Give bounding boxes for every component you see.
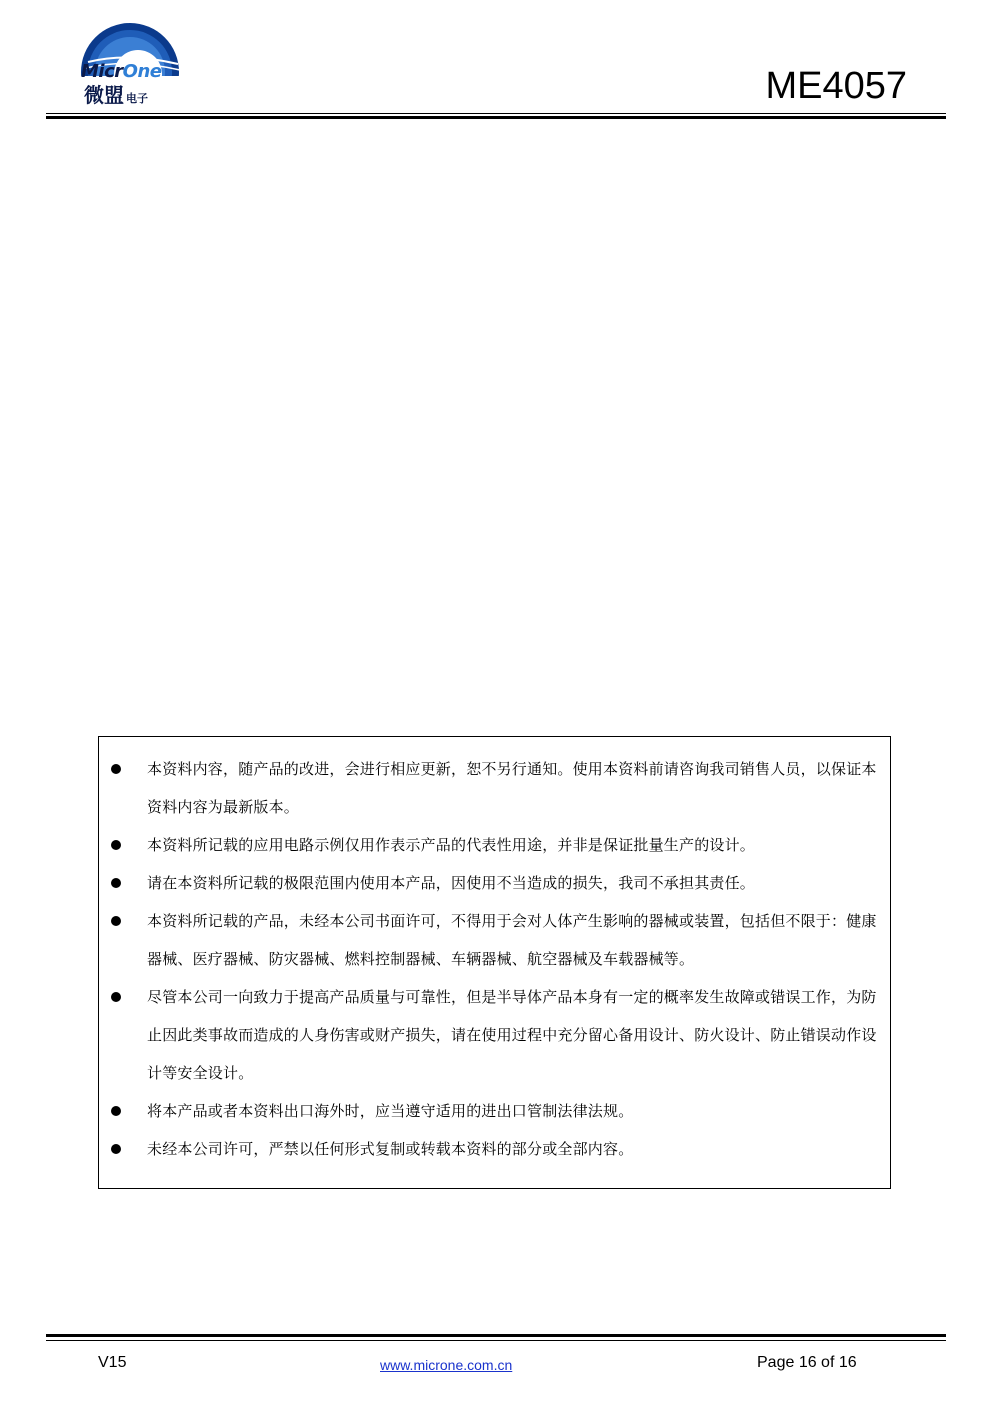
logo-chinese-main: 微盟: [84, 83, 124, 107]
bullet-dot-icon: [111, 878, 121, 888]
disclaimer-text: 未经本公司许可，严禁以任何形式复制或转载本资料的部分或全部内容。: [147, 1140, 634, 1158]
document-title: ME4057: [765, 65, 907, 107]
bullet-dot-icon: [111, 840, 121, 850]
footer-page-number: Page 16 of 16: [757, 1354, 857, 1371]
footer-rule-thin: [46, 1340, 946, 1341]
logo-wordmark: [81, 62, 161, 82]
header-rule-thick: [46, 116, 946, 119]
disclaimer-box: [98, 736, 891, 1189]
footer-website-link[interactable]: www.microne.com.cn: [380, 1357, 513, 1373]
disclaimer-text: 本资料所记载的产品，未经本公司书面许可，不得用于会对人体产生影响的器械或装置，包括但不限于：健康器械、医疗器械、防灾器械、燃料控制器械、车辆器械、航空器械及车载器械等。: [147, 912, 877, 968]
logo-wordmark-main: Micr: [81, 61, 123, 82]
disclaimer-item: [99, 826, 880, 864]
footer-rule-thick: [46, 1334, 946, 1337]
logo-wordmark-accent: One: [122, 61, 162, 82]
footer-version: V15: [98, 1354, 127, 1371]
header-rule-thin: [46, 113, 946, 114]
disclaimer-text: 将本产品或者本资料出口海外时，应当遵守适用的进出口管制法律法规。: [147, 1102, 634, 1120]
disclaimer-item: [99, 1092, 880, 1130]
disclaimer-text: 尽管本公司一向致力于提高产品质量与可靠性，但是半导体产品本身有一定的概率发生故障或错误工作，为防止因此类事故而造成的人身伤害或财产损失，请在使用过程中充分留心备用设计、防火设计、防止错误动作设计等安全设计。: [147, 988, 877, 1082]
disclaimer-item: [99, 864, 880, 902]
disclaimer-item: [99, 902, 880, 978]
bullet-dot-icon: [111, 764, 121, 774]
disclaimer-text: 本资料内容，随产品的改进，会进行相应更新，恕不另行通知。使用本资料前请咨询我司销售人员，以保证本资料内容为最新版本。: [147, 760, 877, 816]
disclaimer-item: [99, 978, 880, 1092]
logo-chinese-name: [84, 84, 148, 110]
bullet-dot-icon: [111, 1106, 121, 1116]
bullet-dot-icon: [111, 992, 121, 1002]
disclaimer-text: 请在本资料所记载的极限范围内使用本产品，因使用不当造成的损失，我司不承担其责任。: [147, 874, 756, 892]
disclaimer-text: 本资料所记载的应用电路示例仅用作表示产品的代表性用途，并非是保证批量生产的设计。: [147, 836, 756, 854]
disclaimer-item: [99, 1130, 880, 1168]
bullet-dot-icon: [111, 916, 121, 926]
logo-chinese-small: 电子: [126, 92, 148, 105]
company-logo: [78, 22, 188, 112]
disclaimer-item: [99, 750, 880, 826]
disclaimer-list: [99, 737, 890, 1168]
bullet-dot-icon: [111, 1144, 121, 1154]
